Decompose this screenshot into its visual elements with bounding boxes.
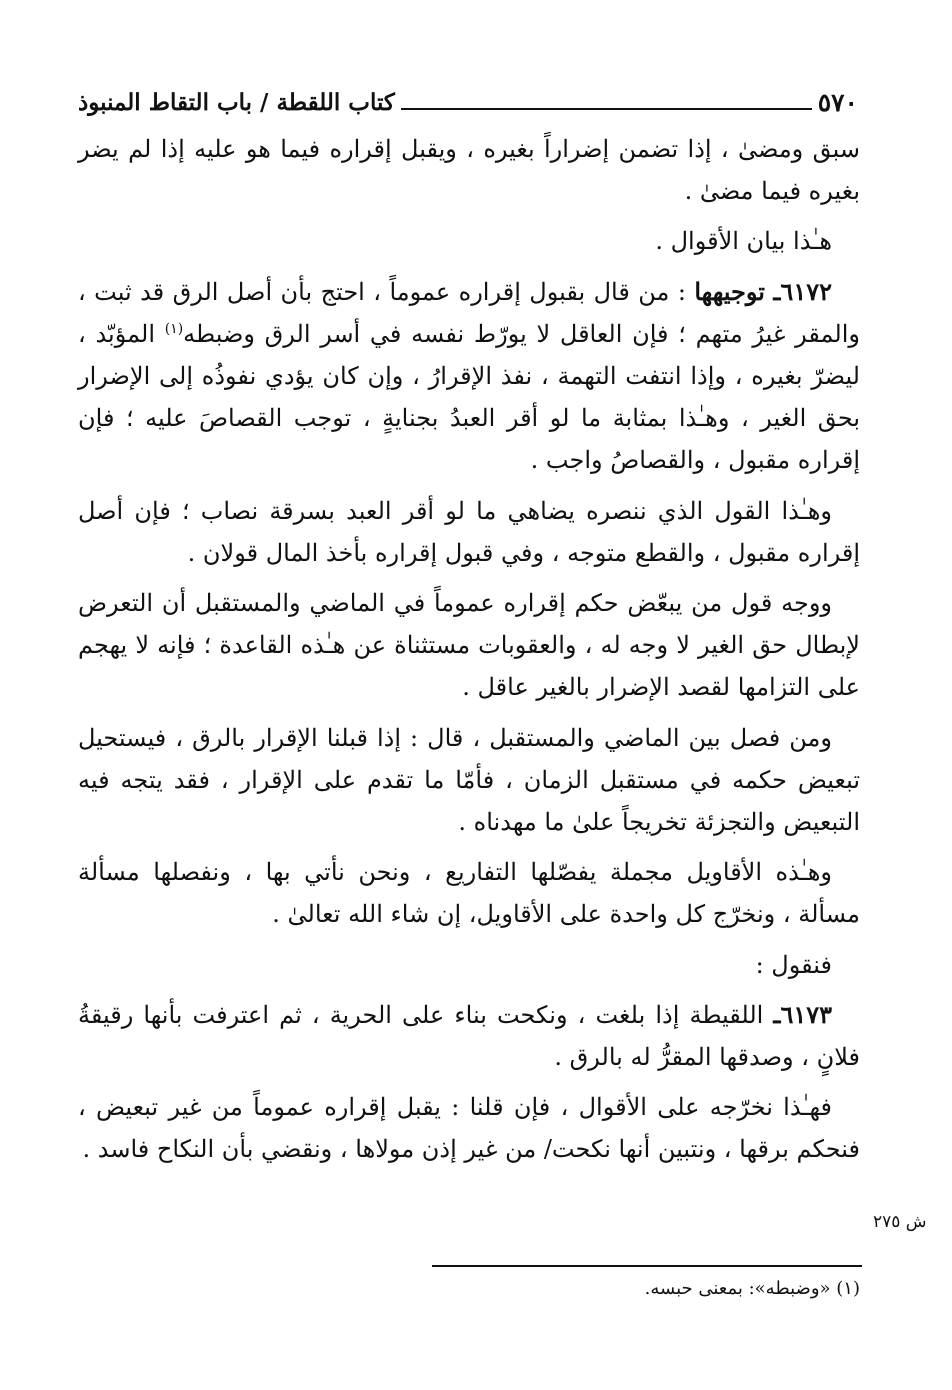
paragraph bbox=[78, 128, 860, 212]
paragraph bbox=[78, 944, 860, 986]
paragraph-text: فهـٰذا نخرّجه على الأقوال ، فإن قلنا : يقبل إقراره عموماً من غير تبعيض ، فنحكم برقها ، ونتبين أنها نكحت/ من غير إذن مولاها ، ونقضي بأن النكاح فاسد . bbox=[78, 1093, 860, 1164]
paragraph-text: ومن فصل بين الماضي والمستقبل ، قال : إذا قبلنا الإقرار بالرق ، فيستحيل تبعيض حكمه في مستقبل الزمان ، فأمّا ما تقدم على الإقرار ، فقد يتجه فيه التبعيض والتجزئة تخريجاً علىٰ ما مهدناه . bbox=[78, 723, 860, 837]
paragraph-text: اللقيطة إذا بلغت ، ونكحت بناء على الحرية ، ثم اعترفت بأنها رقيقةُ فلانٍ ، وصدقها المقرُّ له بالرق . bbox=[78, 1000, 860, 1072]
header-rule bbox=[401, 108, 812, 110]
paragraph bbox=[78, 220, 860, 262]
paragraph-6173 bbox=[78, 994, 860, 1078]
margin-manuscript-note: ش ٢٧٥ bbox=[873, 1212, 927, 1232]
paragraph-text: ووجه قول من يبعّض حكم إقراره عموماً في الماضي والمستقبل أن التعرض لإبطال حق الغير لا وجه له ، والعقوبات مستثناة عن هـٰذه القاعدة ؛ فإنه لا يهجم على التزامها لقصد الإضرار بالغير عاقل . bbox=[78, 589, 860, 702]
footnote-rule bbox=[432, 1265, 862, 1267]
page-header bbox=[78, 82, 858, 122]
paragraph bbox=[78, 1086, 860, 1170]
paragraph-text: هـٰذا بيان الأقوال . bbox=[655, 227, 832, 256]
footnote-marker: (١) bbox=[836, 1278, 860, 1299]
paragraph bbox=[78, 490, 860, 574]
footnote-text: «وضبطه»: بمعنى حبسه. bbox=[644, 1278, 831, 1299]
paragraph bbox=[78, 717, 860, 844]
running-title: كتاب اللقطة / باب التقاط المنبوذ bbox=[78, 88, 395, 116]
paragraph-text: وهـٰذا القول الذي ننصره يضاهي ما لو أقر العبد بسرقة نصاب ؛ فإن أصل إقراره مقبول ، والقطع متوجه ، وفي قبول إقراره بأخذ المال قولان . bbox=[78, 496, 860, 567]
paragraph-text: فنقول : bbox=[755, 950, 832, 979]
page-number: ٥٧٠ bbox=[817, 87, 858, 117]
footnote-reference[interactable]: (١) bbox=[164, 320, 184, 337]
section-number: ٦١٧٣ـ bbox=[773, 999, 832, 1029]
paragraph-text: سبق ومضىٰ ، إذا تضمن إضراراً بغيره ، ويقبل إقراره فيما هو عليه إذا لم يضر بغيره فيما مضىٰ . bbox=[78, 135, 860, 206]
main-text bbox=[78, 128, 860, 1179]
section-heading: توجيهها bbox=[694, 276, 765, 306]
section-number: ٦١٧٢ـ bbox=[773, 276, 832, 306]
paragraph bbox=[78, 582, 860, 709]
paragraph-6172 bbox=[78, 271, 860, 482]
paragraph-text: : من قال بقبول إقراره عموماً ، احتج بأن أصل الرق قد ثبت ، والمقر غيرُ متهم ؛ فإن العاقل لا يورّط نفسه في أسر الرق وضبطه bbox=[78, 277, 860, 348]
paragraph bbox=[78, 851, 860, 935]
paragraph-text: وهـٰذه الأقاويل مجملة يفصّلها التفاريع ، ونحن نأتي بها ، ونفصلها مسألة مسألة ، ونخرّج كل واحدة على الأقاويل، إن شاء الله تعالىٰ . bbox=[78, 858, 860, 929]
paragraph-text: المؤبّد ، ليضرّ بغيره ، وإذا انتفت التهمة ، نفذ الإقرارُ ، وإن كان يؤدي نفوذُه إلى الإضرار بحق الغير ، وهـٰذا بمثابة ما لو أقر العبدُ بجنايةٍ ، توجب القصاصَ عليه ؛ فإن إقراره مقبول ، والقصاصُ واجب . bbox=[78, 319, 860, 475]
footnote bbox=[400, 1278, 860, 1299]
